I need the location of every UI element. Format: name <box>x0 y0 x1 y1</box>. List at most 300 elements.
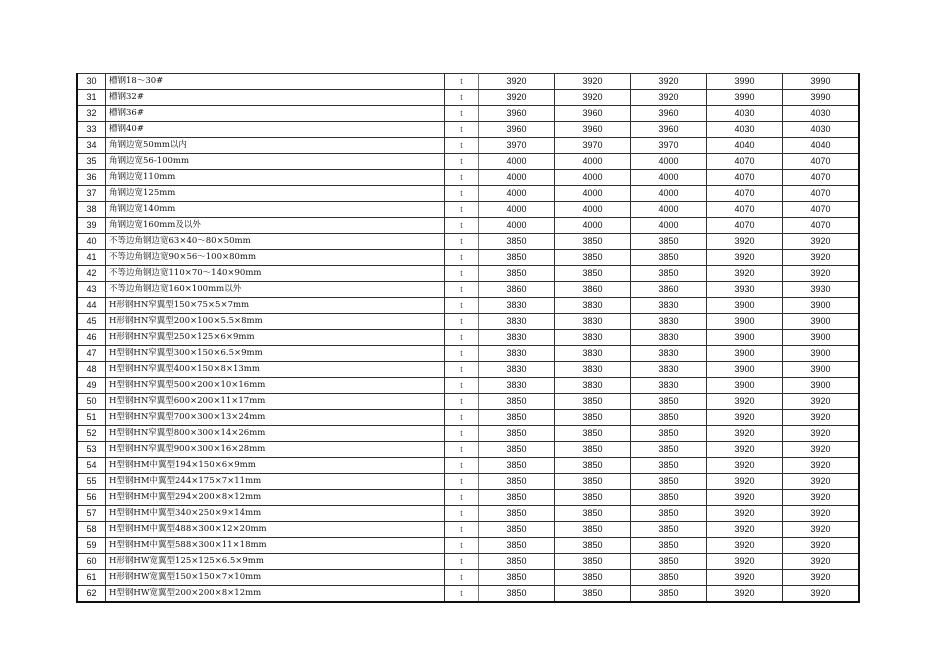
price-cell-3[interactable]: 3850 <box>631 442 707 458</box>
row-number-cell[interactable]: 44 <box>77 298 106 314</box>
row-number-cell[interactable]: 41 <box>77 250 106 266</box>
price-cell-2[interactable]: 3850 <box>555 538 631 554</box>
price-cell-2[interactable]: 3960 <box>555 106 631 122</box>
price-cell-1[interactable]: 3850 <box>479 234 555 250</box>
price-cell-3[interactable]: 3830 <box>631 314 707 330</box>
price-cell-2[interactable]: 3850 <box>555 266 631 282</box>
item-name-cell[interactable]: 不等边角钢边宽63×40～80×50mm <box>106 234 445 250</box>
price-cell-2[interactable]: 3920 <box>555 74 631 90</box>
price-cell-4[interactable]: 4070 <box>707 186 783 202</box>
item-name-cell[interactable]: H形钢HN窄翼型200×100×5.5×8mm <box>106 314 445 330</box>
item-name-cell[interactable]: H型钢HN窄翼型800×300×14×26mm <box>106 426 445 442</box>
unit-cell[interactable]: t <box>445 458 479 474</box>
price-cell-2[interactable]: 3850 <box>555 554 631 570</box>
table-row <box>77 218 859 234</box>
price-cell-1[interactable]: 3850 <box>479 458 555 474</box>
row-number-cell[interactable]: 46 <box>77 330 106 346</box>
price-cell-5[interactable]: 4070 <box>783 218 860 234</box>
price-cell-4[interactable]: 3990 <box>707 74 783 90</box>
price-cell-4[interactable]: 4040 <box>707 138 783 154</box>
price-cell-5[interactable]: 3900 <box>783 330 860 346</box>
price-cell-4[interactable]: 3900 <box>707 378 783 394</box>
row-number-cell[interactable]: 54 <box>77 458 106 474</box>
row-number-cell[interactable]: 48 <box>77 362 106 378</box>
row-number-cell[interactable]: 49 <box>77 378 106 394</box>
price-cell-4[interactable]: 4070 <box>707 154 783 170</box>
price-cell-2[interactable]: 3850 <box>555 394 631 410</box>
price-cell-5[interactable]: 3920 <box>783 410 860 426</box>
row-number-cell[interactable]: 61 <box>77 570 106 586</box>
price-cell-3[interactable]: 3850 <box>631 570 707 586</box>
item-name-cell[interactable]: 槽钢36# <box>106 106 445 122</box>
unit-cell[interactable]: t <box>445 298 479 314</box>
price-cell-3[interactable]: 3850 <box>631 426 707 442</box>
price-cell-2[interactable]: 3830 <box>555 378 631 394</box>
unit-cell[interactable]: t <box>445 346 479 362</box>
price-cell-1[interactable]: 3920 <box>479 90 555 106</box>
price-cell-5[interactable]: 3920 <box>783 266 860 282</box>
price-cell-2[interactable]: 3850 <box>555 410 631 426</box>
item-name-cell[interactable]: H型钢HN窄翼型700×300×13×24mm <box>106 410 445 426</box>
table-row <box>77 394 859 410</box>
price-cell-2[interactable]: 3850 <box>555 442 631 458</box>
price-cell-2[interactable]: 4000 <box>555 202 631 218</box>
price-cell-3[interactable]: 3830 <box>631 330 707 346</box>
price-cell-4[interactable]: 3920 <box>707 458 783 474</box>
unit-cell[interactable]: t <box>445 378 479 394</box>
price-cell-3[interactable]: 3920 <box>631 90 707 106</box>
table-row <box>77 250 859 266</box>
table-row <box>77 346 859 362</box>
price-cell-5[interactable]: 3930 <box>783 282 860 298</box>
unit-cell[interactable]: t <box>445 394 479 410</box>
unit-cell[interactable]: t <box>445 266 479 282</box>
price-cell-2[interactable]: 3850 <box>555 490 631 506</box>
price-cell-1[interactable]: 3850 <box>479 538 555 554</box>
price-cell-4[interactable]: 3920 <box>707 490 783 506</box>
price-cell-1[interactable]: 3850 <box>479 554 555 570</box>
unit-cell[interactable]: t <box>445 186 479 202</box>
price-cell-3[interactable]: 3850 <box>631 586 707 603</box>
price-cell-5[interactable]: 3920 <box>783 458 860 474</box>
price-cell-2[interactable]: 4000 <box>555 186 631 202</box>
price-cell-5[interactable]: 3920 <box>783 554 860 570</box>
price-cell-5[interactable]: 3900 <box>783 378 860 394</box>
price-cell-1[interactable]: 3830 <box>479 346 555 362</box>
price-cell-5[interactable]: 3990 <box>783 74 860 90</box>
price-cell-4[interactable]: 3920 <box>707 394 783 410</box>
price-cell-4[interactable]: 4070 <box>707 170 783 186</box>
row-number-cell[interactable]: 43 <box>77 282 106 298</box>
price-cell-3[interactable]: 4000 <box>631 218 707 234</box>
unit-cell[interactable]: t <box>445 586 479 603</box>
price-cell-2[interactable]: 3850 <box>555 250 631 266</box>
price-cell-1[interactable]: 4000 <box>479 218 555 234</box>
price-cell-2[interactable]: 3830 <box>555 298 631 314</box>
table-row <box>77 202 859 218</box>
price-cell-2[interactable]: 4000 <box>555 170 631 186</box>
price-cell-1[interactable]: 4000 <box>479 154 555 170</box>
price-cell-4[interactable]: 3920 <box>707 442 783 458</box>
price-cell-3[interactable]: 4000 <box>631 186 707 202</box>
price-cell-5[interactable]: 3920 <box>783 394 860 410</box>
price-cell-4[interactable]: 3920 <box>707 554 783 570</box>
row-number-cell[interactable]: 36 <box>77 170 106 186</box>
unit-cell[interactable]: t <box>445 538 479 554</box>
table-row <box>77 426 859 442</box>
price-cell-4[interactable]: 3900 <box>707 330 783 346</box>
item-name-cell[interactable]: 角钢边宽56-100mm <box>106 154 445 170</box>
unit-cell[interactable]: t <box>445 202 479 218</box>
price-cell-5[interactable]: 4030 <box>783 106 860 122</box>
row-number-cell[interactable]: 52 <box>77 426 106 442</box>
price-cell-2[interactable]: 3830 <box>555 362 631 378</box>
item-name-cell[interactable]: 角钢边宽110mm <box>106 170 445 186</box>
price-cell-1[interactable]: 3830 <box>479 298 555 314</box>
price-cell-5[interactable]: 3900 <box>783 362 860 378</box>
price-cell-4[interactable]: 3900 <box>707 362 783 378</box>
price-cell-3[interactable]: 3850 <box>631 506 707 522</box>
table-row <box>77 234 859 250</box>
price-cell-5[interactable]: 3900 <box>783 298 860 314</box>
price-cell-4[interactable]: 4030 <box>707 122 783 138</box>
price-cell-5[interactable]: 3990 <box>783 90 860 106</box>
table-row <box>77 442 859 458</box>
row-number-cell[interactable]: 58 <box>77 522 106 538</box>
price-cell-3[interactable]: 3850 <box>631 250 707 266</box>
unit-cell[interactable]: t <box>445 74 479 90</box>
table-row <box>77 186 859 202</box>
price-cell-1[interactable]: 3860 <box>479 282 555 298</box>
item-name-cell[interactable]: H型钢HM中翼型488×300×12×20mm <box>106 522 445 538</box>
item-name-cell[interactable]: 角钢边宽125mm <box>106 186 445 202</box>
price-cell-4[interactable]: 3920 <box>707 410 783 426</box>
price-cell-1[interactable]: 3850 <box>479 522 555 538</box>
row-number-cell[interactable]: 42 <box>77 266 106 282</box>
unit-cell[interactable]: t <box>445 362 479 378</box>
item-name-cell[interactable]: H形钢HW宽翼型125×125×6.5×9mm <box>106 554 445 570</box>
price-cell-4[interactable]: 3900 <box>707 314 783 330</box>
price-cell-4[interactable]: 3920 <box>707 506 783 522</box>
table-row <box>77 106 859 122</box>
price-cell-3[interactable]: 3850 <box>631 394 707 410</box>
price-cell-3[interactable]: 3850 <box>631 554 707 570</box>
row-number-cell[interactable]: 55 <box>77 474 106 490</box>
price-cell-5[interactable]: 3900 <box>783 314 860 330</box>
row-number-cell[interactable]: 62 <box>77 586 106 603</box>
price-cell-2[interactable]: 4000 <box>555 154 631 170</box>
row-number-cell[interactable]: 33 <box>77 122 106 138</box>
price-cell-1[interactable]: 3850 <box>479 442 555 458</box>
item-name-cell[interactable]: H型钢HN窄翼型300×150×6.5×9mm <box>106 346 445 362</box>
price-cell-2[interactable]: 3850 <box>555 474 631 490</box>
price-cell-3[interactable]: 3970 <box>631 138 707 154</box>
price-cell-1[interactable]: 3830 <box>479 362 555 378</box>
price-cell-3[interactable]: 3850 <box>631 490 707 506</box>
item-name-cell[interactable]: 角钢边宽140mm <box>106 202 445 218</box>
price-cell-5[interactable]: 4030 <box>783 122 860 138</box>
price-cell-1[interactable]: 3850 <box>479 474 555 490</box>
item-name-cell[interactable]: H型钢HM中翼型294×200×8×12mm <box>106 490 445 506</box>
unit-cell[interactable]: t <box>445 106 479 122</box>
price-cell-1[interactable]: 3850 <box>479 490 555 506</box>
price-cell-5[interactable]: 3920 <box>783 570 860 586</box>
table-row <box>77 330 859 346</box>
price-cell-4[interactable]: 3920 <box>707 586 783 603</box>
table-row <box>77 378 859 394</box>
price-cell-2[interactable]: 3970 <box>555 138 631 154</box>
price-cell-2[interactable]: 3830 <box>555 330 631 346</box>
unit-cell[interactable]: t <box>445 570 479 586</box>
table-row <box>77 282 859 298</box>
price-cell-4[interactable]: 3920 <box>707 538 783 554</box>
price-cell-1[interactable]: 3830 <box>479 330 555 346</box>
price-cell-3[interactable]: 3830 <box>631 362 707 378</box>
price-cell-5[interactable]: 3920 <box>783 234 860 250</box>
item-name-cell[interactable]: H形钢HW宽翼型150×150×7×10mm <box>106 570 445 586</box>
item-name-cell[interactable]: 槽钢40# <box>106 122 445 138</box>
unit-cell[interactable]: t <box>445 410 479 426</box>
row-number-cell[interactable]: 60 <box>77 554 106 570</box>
price-cell-3[interactable]: 3830 <box>631 346 707 362</box>
table-row <box>77 538 859 554</box>
item-name-cell[interactable]: 不等边角钢边宽110×70～140×90mm <box>106 266 445 282</box>
unit-cell[interactable]: t <box>445 90 479 106</box>
table-row <box>77 362 859 378</box>
table-row <box>77 314 859 330</box>
price-cell-4[interactable]: 4030 <box>707 106 783 122</box>
row-number-cell[interactable]: 32 <box>77 106 106 122</box>
row-number-cell[interactable]: 40 <box>77 234 106 250</box>
item-name-cell[interactable]: 角钢边宽160mm及以外 <box>106 218 445 234</box>
unit-cell[interactable]: t <box>445 474 479 490</box>
price-cell-2[interactable]: 3920 <box>555 90 631 106</box>
price-cell-3[interactable]: 3850 <box>631 474 707 490</box>
price-cell-5[interactable]: 3920 <box>783 522 860 538</box>
price-cell-3[interactable]: 4000 <box>631 154 707 170</box>
price-cell-2[interactable]: 3850 <box>555 426 631 442</box>
price-cell-1[interactable]: 4000 <box>479 170 555 186</box>
table-row <box>77 154 859 170</box>
item-name-cell[interactable]: 角钢边宽50mm以内 <box>106 138 445 154</box>
price-cell-5[interactable]: 4070 <box>783 186 860 202</box>
price-cell-3[interactable]: 3850 <box>631 266 707 282</box>
table-row <box>77 410 859 426</box>
price-cell-4[interactable]: 3920 <box>707 250 783 266</box>
price-cell-5[interactable]: 3920 <box>783 490 860 506</box>
row-number-cell[interactable]: 35 <box>77 154 106 170</box>
item-name-cell[interactable]: H型钢HM中翼型588×300×11×18mm <box>106 538 445 554</box>
price-cell-3[interactable]: 3920 <box>631 74 707 90</box>
unit-cell[interactable]: t <box>445 234 479 250</box>
price-cell-4[interactable]: 3920 <box>707 522 783 538</box>
unit-cell[interactable]: t <box>445 250 479 266</box>
price-cell-4[interactable]: 4070 <box>707 202 783 218</box>
price-cell-4[interactable]: 3930 <box>707 282 783 298</box>
item-name-cell[interactable]: H型钢HN窄翼型900×300×16×28mm <box>106 442 445 458</box>
price-cell-5[interactable]: 4070 <box>783 170 860 186</box>
item-name-cell[interactable]: H形钢HN窄翼型150×75×5×7mm <box>106 298 445 314</box>
price-cell-5[interactable]: 3920 <box>783 538 860 554</box>
price-cell-4[interactable]: 3900 <box>707 346 783 362</box>
price-cell-3[interactable]: 3850 <box>631 234 707 250</box>
price-cell-1[interactable]: 4000 <box>479 186 555 202</box>
item-name-cell[interactable]: H形钢HN窄翼型250×125×6×9mm <box>106 330 445 346</box>
price-cell-3[interactable]: 3960 <box>631 106 707 122</box>
price-cell-3[interactable]: 4000 <box>631 202 707 218</box>
price-cell-2[interactable]: 3830 <box>555 346 631 362</box>
price-cell-2[interactable]: 3850 <box>555 586 631 603</box>
price-cell-2[interactable]: 3830 <box>555 314 631 330</box>
price-cell-4[interactable]: 3920 <box>707 570 783 586</box>
price-cell-2[interactable]: 3960 <box>555 122 631 138</box>
price-cell-4[interactable]: 3920 <box>707 234 783 250</box>
price-cell-1[interactable]: 3850 <box>479 426 555 442</box>
price-cell-5[interactable]: 4040 <box>783 138 860 154</box>
unit-cell[interactable]: t <box>445 170 479 186</box>
price-table-sheet <box>76 73 860 603</box>
unit-cell[interactable]: t <box>445 218 479 234</box>
item-name-cell[interactable]: 不等边角钢边宽90×56～100×80mm <box>106 250 445 266</box>
price-cell-2[interactable]: 3850 <box>555 506 631 522</box>
table-row <box>77 490 859 506</box>
unit-cell[interactable]: t <box>445 122 479 138</box>
price-cell-4[interactable]: 3920 <box>707 426 783 442</box>
item-name-cell[interactable]: H型钢HN窄翼型500×200×10×16mm <box>106 378 445 394</box>
price-cell-5[interactable]: 3920 <box>783 250 860 266</box>
table-row <box>77 586 859 603</box>
item-name-cell[interactable]: H型钢HN窄翼型400×150×8×13mm <box>106 362 445 378</box>
row-number-cell[interactable]: 56 <box>77 490 106 506</box>
price-cell-1[interactable]: 3960 <box>479 122 555 138</box>
price-cell-4[interactable]: 3920 <box>707 474 783 490</box>
price-cell-1[interactable]: 3850 <box>479 506 555 522</box>
unit-cell[interactable]: t <box>445 282 479 298</box>
unit-cell[interactable]: t <box>445 314 479 330</box>
price-cell-1[interactable]: 3960 <box>479 106 555 122</box>
unit-cell[interactable]: t <box>445 554 479 570</box>
price-cell-3[interactable]: 3850 <box>631 538 707 554</box>
price-cell-2[interactable]: 3850 <box>555 234 631 250</box>
price-cell-3[interactable]: 3960 <box>631 122 707 138</box>
price-cell-1[interactable]: 3850 <box>479 266 555 282</box>
row-number-cell[interactable]: 37 <box>77 186 106 202</box>
price-cell-5[interactable]: 3920 <box>783 506 860 522</box>
price-cell-1[interactable]: 3920 <box>479 74 555 90</box>
price-cell-5[interactable]: 3900 <box>783 346 860 362</box>
price-cell-5[interactable]: 3920 <box>783 442 860 458</box>
price-cell-3[interactable]: 3830 <box>631 298 707 314</box>
price-cell-3[interactable]: 4000 <box>631 170 707 186</box>
price-cell-1[interactable]: 3850 <box>479 570 555 586</box>
row-number-cell[interactable]: 57 <box>77 506 106 522</box>
price-cell-4[interactable]: 3990 <box>707 90 783 106</box>
table-row <box>77 554 859 570</box>
price-cell-1[interactable]: 3850 <box>479 586 555 603</box>
table-row <box>77 90 859 106</box>
table-row <box>77 298 859 314</box>
table-row <box>77 266 859 282</box>
row-number-cell[interactable]: 51 <box>77 410 106 426</box>
table-row <box>77 74 859 90</box>
price-cell-5[interactable]: 3920 <box>783 426 860 442</box>
unit-cell[interactable]: t <box>445 522 479 538</box>
item-name-cell[interactable]: H型钢HW宽翼型200×200×8×12mm <box>106 586 445 603</box>
unit-cell[interactable]: t <box>445 506 479 522</box>
price-cell-1[interactable]: 3850 <box>479 394 555 410</box>
price-cell-5[interactable]: 3920 <box>783 474 860 490</box>
table-row <box>77 138 859 154</box>
item-name-cell[interactable]: H型钢HM中翼型194×150×6×9mm <box>106 458 445 474</box>
price-cell-1[interactable]: 3830 <box>479 314 555 330</box>
item-name-cell[interactable]: H型钢HN窄翼型600×200×11×17mm <box>106 394 445 410</box>
price-cell-5[interactable]: 3920 <box>783 586 860 603</box>
price-cell-1[interactable]: 4000 <box>479 202 555 218</box>
price-cell-3[interactable]: 3850 <box>631 458 707 474</box>
row-number-cell[interactable]: 38 <box>77 202 106 218</box>
price-cell-5[interactable]: 4070 <box>783 154 860 170</box>
table-row <box>77 458 859 474</box>
row-number-cell[interactable]: 34 <box>77 138 106 154</box>
item-name-cell[interactable]: 槽钢32# <box>106 90 445 106</box>
table-row <box>77 570 859 586</box>
price-cell-4[interactable]: 3920 <box>707 266 783 282</box>
price-cell-2[interactable]: 4000 <box>555 218 631 234</box>
price-cell-2[interactable]: 3850 <box>555 570 631 586</box>
row-number-cell[interactable]: 39 <box>77 218 106 234</box>
unit-cell[interactable]: t <box>445 442 479 458</box>
unit-cell[interactable]: t <box>445 154 479 170</box>
price-cell-4[interactable]: 4070 <box>707 218 783 234</box>
table-row <box>77 506 859 522</box>
price-cell-5[interactable]: 4070 <box>783 202 860 218</box>
price-cell-2[interactable]: 3860 <box>555 282 631 298</box>
price-cell-2[interactable]: 3850 <box>555 458 631 474</box>
price-cell-3[interactable]: 3850 <box>631 410 707 426</box>
table-row <box>77 474 859 490</box>
row-number-cell[interactable]: 59 <box>77 538 106 554</box>
row-number-cell[interactable]: 53 <box>77 442 106 458</box>
price-cell-3[interactable]: 3860 <box>631 282 707 298</box>
price-cell-1[interactable]: 3850 <box>479 250 555 266</box>
table-row <box>77 522 859 538</box>
unit-cell[interactable]: t <box>445 426 479 442</box>
table-body <box>77 74 859 603</box>
row-number-cell[interactable]: 30 <box>77 74 106 90</box>
price-cell-1[interactable]: 3970 <box>479 138 555 154</box>
price-cell-1[interactable]: 3850 <box>479 410 555 426</box>
unit-cell[interactable]: t <box>445 138 479 154</box>
item-name-cell[interactable]: H型钢HM中翼型244×175×7×11mm <box>106 474 445 490</box>
price-cell-4[interactable]: 3900 <box>707 298 783 314</box>
row-number-cell[interactable]: 47 <box>77 346 106 362</box>
item-name-cell[interactable]: 槽钢18～30# <box>106 74 445 90</box>
row-number-cell[interactable]: 50 <box>77 394 106 410</box>
item-name-cell[interactable]: 不等边角钢边宽160×100mm以外 <box>106 282 445 298</box>
price-cell-2[interactable]: 3850 <box>555 522 631 538</box>
price-cell-3[interactable]: 3850 <box>631 522 707 538</box>
steel-price-table <box>76 73 860 603</box>
row-number-cell[interactable]: 31 <box>77 90 106 106</box>
price-cell-1[interactable]: 3830 <box>479 378 555 394</box>
unit-cell[interactable]: t <box>445 330 479 346</box>
table-row <box>77 170 859 186</box>
unit-cell[interactable]: t <box>445 490 479 506</box>
price-cell-3[interactable]: 3830 <box>631 378 707 394</box>
item-name-cell[interactable]: H型钢HM中翼型340×250×9×14mm <box>106 506 445 522</box>
table-row <box>77 122 859 138</box>
row-number-cell[interactable]: 45 <box>77 314 106 330</box>
